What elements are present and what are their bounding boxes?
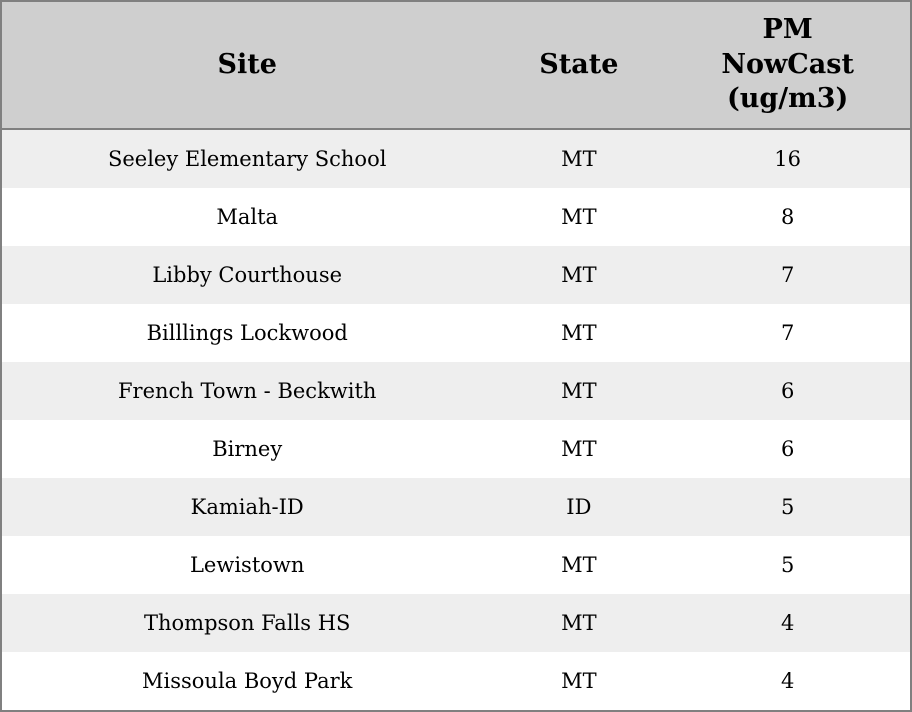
site-cell: Malta bbox=[216, 205, 279, 229]
state-cell: MT bbox=[561, 669, 597, 693]
pm-nowcast-cell: 4 bbox=[780, 611, 795, 635]
pm-nowcast-cell: 16 bbox=[774, 147, 802, 171]
header-row bbox=[1, 1, 911, 129]
column-header-pm-nowcast bbox=[665, 1, 911, 129]
state-cell: MT bbox=[561, 321, 597, 345]
pm-nowcast-cell: 7 bbox=[780, 263, 795, 287]
column-header-state-label: State bbox=[539, 48, 619, 80]
site-cell: Libby Courthouse bbox=[152, 263, 343, 287]
table-row bbox=[1, 129, 911, 188]
site-cell: Missoula Boyd Park bbox=[142, 669, 353, 693]
site-cell: Birney bbox=[212, 437, 283, 461]
table-row bbox=[1, 246, 911, 304]
table-row bbox=[1, 304, 911, 362]
table-row bbox=[1, 652, 911, 711]
site-cell: Thompson Falls HS bbox=[144, 611, 351, 635]
state-cell: MT bbox=[561, 611, 597, 635]
pm-nowcast-cell: 5 bbox=[780, 553, 795, 577]
pm-nowcast-cell: 7 bbox=[780, 321, 795, 345]
state-cell: MT bbox=[561, 437, 597, 461]
site-cell: Lewistown bbox=[189, 553, 305, 577]
state-cell: ID bbox=[566, 495, 592, 519]
site-cell: Seeley Elementary School bbox=[107, 147, 387, 171]
pm-nowcast-cell: 4 bbox=[780, 669, 795, 693]
column-header-site bbox=[1, 1, 492, 129]
state-cell: MT bbox=[561, 379, 597, 403]
table-row bbox=[1, 420, 911, 478]
column-header-state bbox=[492, 1, 665, 129]
site-cell: Kamiah-ID bbox=[190, 495, 304, 519]
state-cell: MT bbox=[561, 263, 597, 287]
column-header-site-label: Site bbox=[217, 48, 277, 80]
pm-nowcast-cell: 8 bbox=[780, 205, 795, 229]
pm-nowcast-cell: 6 bbox=[780, 379, 795, 403]
site-cell: Billlings Lockwood bbox=[146, 321, 348, 345]
site-cell: French Town - Beckwith bbox=[117, 379, 377, 403]
pm-nowcast-cell: 5 bbox=[780, 495, 795, 519]
column-header-pm-nowcast-label: PM NowCast (ug/m3) bbox=[721, 14, 854, 115]
table-row bbox=[1, 478, 911, 536]
pm-nowcast-cell: 6 bbox=[780, 437, 795, 461]
table-row bbox=[1, 594, 911, 652]
state-cell: MT bbox=[561, 147, 597, 171]
table-row bbox=[1, 362, 911, 420]
state-cell: MT bbox=[561, 205, 597, 229]
table-row bbox=[1, 536, 911, 594]
table-row bbox=[1, 188, 911, 246]
state-cell: MT bbox=[561, 553, 597, 577]
